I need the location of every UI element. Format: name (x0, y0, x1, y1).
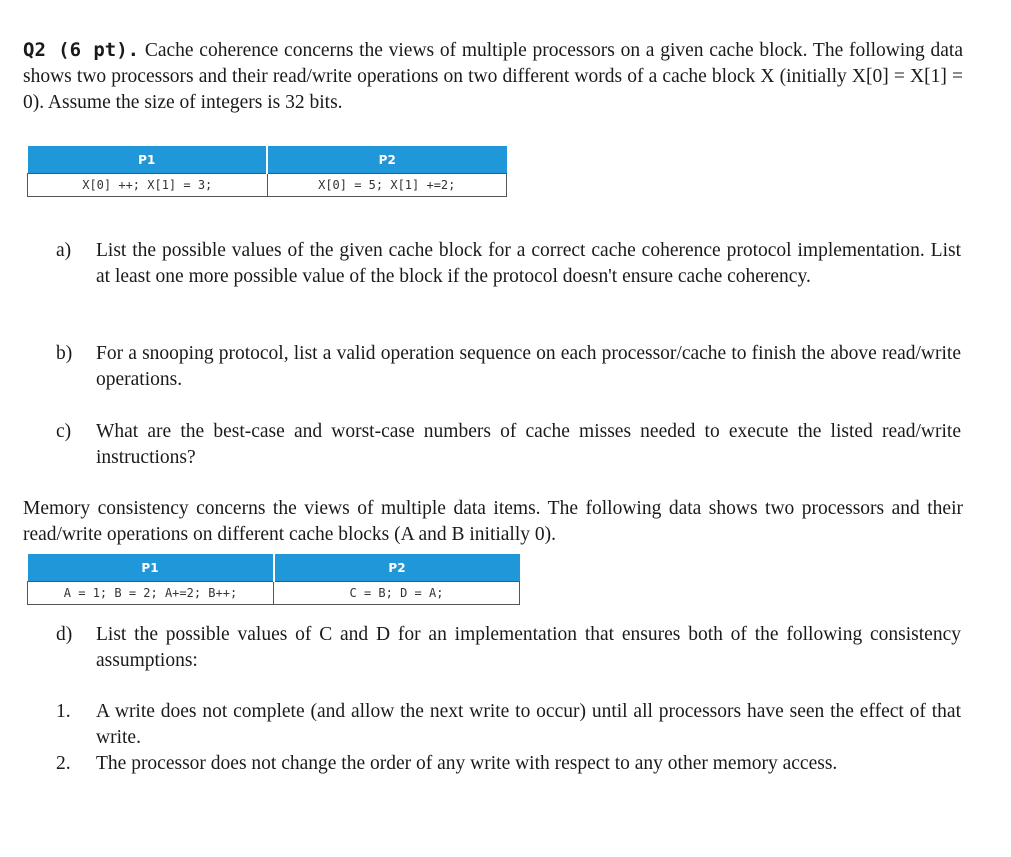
table2-cell-p1: A = 1; B = 2; A+=2; B++; (28, 582, 274, 605)
part-c-text: What are the best-case and worst-case numbers of cache misses needed to execute the listed read/write instructions? (96, 421, 961, 468)
assumption-2 (56, 751, 961, 777)
table1-header-p2: P2 (267, 146, 507, 174)
question-intro-text: Cache coherence concerns the views of multiple processors on a given cache block. The following data shows two processors and their read/write operations on two different words of a cache block X (initially X[0] = X[1] = 0). Assume the size of integers is 32 bits. (23, 40, 964, 113)
table2-cell-p2: C = B; D = A; (274, 582, 520, 605)
question-label: Q2 (6 pt). (23, 39, 140, 61)
part-d-text: List the possible values of C and D for an implementation that ensures both of the following consistency assumptions: (96, 624, 961, 671)
part-c-mark: c) (56, 421, 72, 442)
assumption-2-text: The processor does not change the order of any write with respect to any other memory access. (96, 753, 838, 774)
question-intro (23, 37, 963, 116)
assumption-1-text: A write does not complete (and allow the next write to occur) until all processors have seen the effect of that write. (96, 701, 961, 748)
consistency-intro: Memory consistency concerns the views of multiple data items. The following data shows two processors and their read/write operations on different cache blocks (A and B initially 0). (23, 498, 963, 545)
part-b (56, 341, 961, 393)
part-d-mark: d) (56, 624, 73, 645)
part-a-text: List the possible values of the given cache block for a correct cache coherence protocol implementation. List at least one more possible value of the block if the protocol doesn't ensure cache coherency. (96, 240, 961, 287)
part-a (56, 238, 961, 290)
part-d (56, 622, 961, 674)
table2-header-p2: P2 (274, 554, 520, 582)
part-b-mark: b) (56, 343, 73, 364)
part-b-text: For a snooping protocol, list a valid operation sequence on each processor/cache to finish the above read/write operations. (96, 343, 961, 390)
coherence-table (27, 146, 507, 197)
part-a-mark: a) (56, 240, 72, 261)
assumption-2-mark: 2. (56, 753, 71, 774)
consistency-table (27, 554, 520, 605)
table1-cell-p1: X[0] ++; X[1] = 3; (28, 174, 268, 197)
table1-cell-p2: X[0] = 5; X[1] +=2; (267, 174, 507, 197)
part-c (56, 419, 961, 471)
table2-header-p1: P1 (28, 554, 274, 582)
assumption-1-mark: 1. (56, 701, 71, 722)
assumption-1 (56, 699, 961, 751)
table1-header-p1: P1 (28, 146, 268, 174)
